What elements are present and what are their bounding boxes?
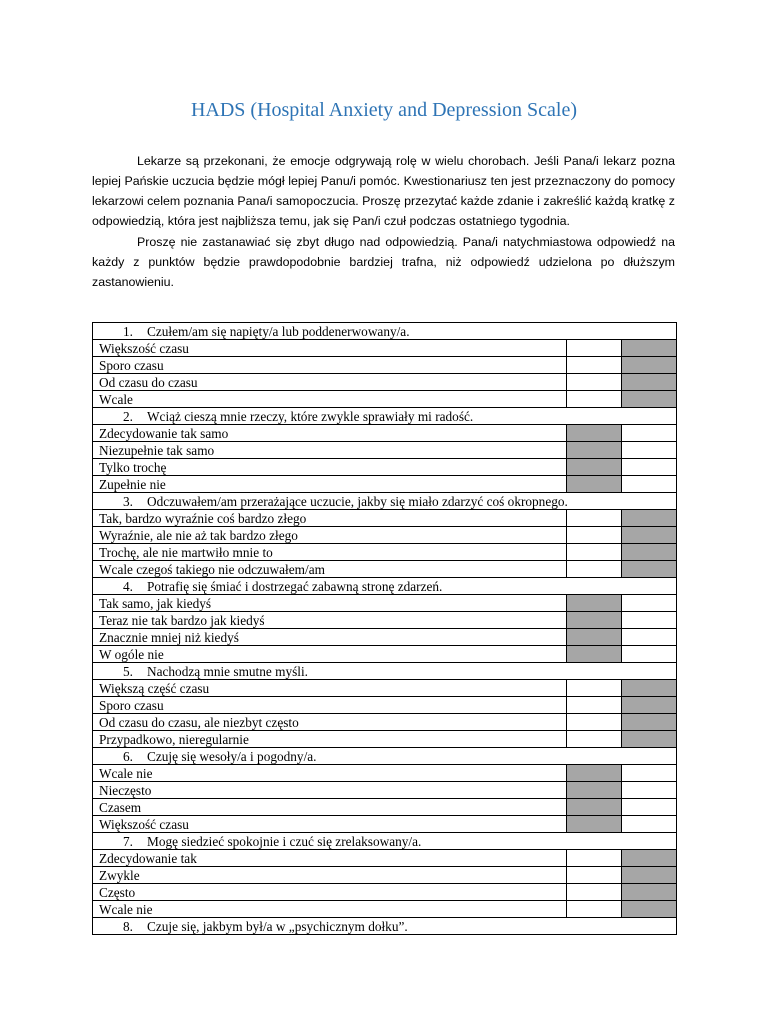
answer-label: Wyraźnie, ale nie aż tak bardzo złego [93,527,567,544]
answer-row [93,340,677,357]
question-header-row [93,493,677,510]
question-text: Odczuwałem/am przerażające uczucie, jakby się miało zdarzyć coś okropnego. [147,493,568,509]
answer-row [93,782,677,799]
answer-row [93,816,677,833]
question-number: 2. [123,408,133,424]
answer-label: Zwykle [93,867,567,884]
answer-row [93,731,677,748]
answer-label: Często [93,884,567,901]
answer-label: Zdecydowanie tak samo [93,425,567,442]
question-number: 5. [123,663,133,679]
answer-label: Znacznie mniej niż kiedyś [93,629,567,646]
answer-label: Tak, bardzo wyraźnie coś bardzo złego [93,510,567,527]
question-text: Czuje się, jakbym był/a w „psychicznym dołku”. [147,918,408,934]
shaded-score-box-right [622,680,677,697]
answer-checkbox-left[interactable] [567,901,622,918]
answer-label: Większość czasu [93,816,567,833]
shaded-score-box-right [622,357,677,374]
answer-checkbox-left[interactable] [567,884,622,901]
answer-label: Sporo czasu [93,697,567,714]
question-header-row [93,578,677,595]
answer-row [93,612,677,629]
answer-row [93,697,677,714]
answer-row [93,459,677,476]
answer-checkbox-left[interactable] [567,374,622,391]
shaded-score-box-left [567,782,622,799]
answer-checkbox-left[interactable] [567,357,622,374]
answer-label: Niezupełnie tak samo [93,442,567,459]
answer-row [93,561,677,578]
answer-checkbox-right[interactable] [622,442,677,459]
question-header [93,918,677,935]
question-number: 1. [123,323,133,339]
answer-checkbox-right[interactable] [622,612,677,629]
answer-label: Czasem [93,799,567,816]
answer-row [93,595,677,612]
shaded-score-box-right [622,731,677,748]
shaded-score-box-left [567,799,622,816]
shaded-score-box-left [567,646,622,663]
question-text: Czuję się wesoły/a i pogodny/a. [147,748,317,764]
shaded-score-box-left [567,459,622,476]
shaded-score-box-right [622,697,677,714]
shaded-score-box-left [567,425,622,442]
answer-row [93,646,677,663]
answer-row [93,544,677,561]
question-number: 6. [123,748,133,764]
shaded-score-box-right [622,340,677,357]
shaded-score-box-left [567,765,622,782]
answer-row [93,901,677,918]
intro-paragraph-1: Lekarze są przekonani, że emocje odgrywają rolę w wielu chorobach. Jeśli Pana/i lekarz pozna lepiej Pańskie uczucia będzie mógł lepiej Panu/i pomóc. Kwestionariusz ten jest przeznaczony do pomocy lekarzowi celem poznania Pana/i samopoczucia. Proszę przezytać każde zdanie i zakreślić każdą kratkę z odpowiedzią, która jest najbliższa temu, jak się Pan/i czuł podczas ostatniego tygodnia. [92,154,675,228]
answer-label: Wcale czegoś takiego nie odczuwałem/am [93,561,567,578]
answer-row [93,442,677,459]
shaded-score-box-left [567,816,622,833]
question-text: Nachodzą mnie smutne myśli. [147,663,309,679]
question-number: 3. [123,493,133,509]
question-number: 4. [123,578,133,594]
answer-row [93,799,677,816]
answer-checkbox-right[interactable] [622,595,677,612]
question-header [93,408,677,425]
answer-label: Zupełnie nie [93,476,567,493]
answer-checkbox-right[interactable] [622,799,677,816]
answer-label: Zdecydowanie tak [93,850,567,867]
answer-label: Większą część czasu [93,680,567,697]
shaded-score-box-left [567,595,622,612]
question-header-row [93,408,677,425]
answer-checkbox-left[interactable] [567,561,622,578]
answer-checkbox-left[interactable] [567,714,622,731]
shaded-score-box-right [622,901,677,918]
shaded-score-box-right [622,544,677,561]
answer-label: Teraz nie tak bardzo jak kiedyś [93,612,567,629]
answer-checkbox-right[interactable] [622,765,677,782]
answer-row [93,527,677,544]
shaded-score-box-right [622,884,677,901]
answer-label: Wcale nie [93,765,567,782]
question-text: Czułem/am się napięty/a lub poddenerwowany/a. [147,323,410,339]
answer-row [93,714,677,731]
answer-row [93,476,677,493]
shaded-score-box-right [622,527,677,544]
answer-label: Wcale [93,391,567,408]
question-header-row [93,323,677,340]
answer-checkbox-left[interactable] [567,850,622,867]
answer-checkbox-left[interactable] [567,527,622,544]
answer-label: Nieczęsto [93,782,567,799]
question-header-row [93,833,677,850]
answer-row [93,884,677,901]
answer-row [93,850,677,867]
shaded-score-box-left [567,629,622,646]
answer-checkbox-right[interactable] [622,459,677,476]
answer-row [93,391,677,408]
shaded-score-box-right [622,714,677,731]
answer-checkbox-right[interactable] [622,646,677,663]
question-text: Potrafię się śmiać i dostrzegać zabawną stronę zdarzeń. [147,578,443,594]
answer-row [93,357,677,374]
shaded-score-box-left [567,476,622,493]
question-header [93,833,677,850]
answer-label: Od czasu do czasu, ale niezbyt często [93,714,567,731]
intro-paragraph-2: Proszę nie zastanawiać się zbyt długo nad odpowiedzią. Pana/i natychmiastowa odpowiedź na każdy z punktów będzie prawdopodobnie bardziej trafna, niż odpowiedź udzielona po dłuższym zastanowieniu. [92,235,675,289]
shaded-score-box-right [622,867,677,884]
answer-row [93,867,677,884]
answer-checkbox-right[interactable] [622,425,677,442]
answer-row [93,680,677,697]
shaded-score-box-left [567,612,622,629]
question-number: 7. [123,833,133,849]
answer-label: Większość czasu [93,340,567,357]
hads-questionnaire-table [92,322,677,935]
answer-checkbox-right[interactable] [622,782,677,799]
answer-checkbox-left[interactable] [567,510,622,527]
answer-label: Trochę, ale nie martwiło mnie to [93,544,567,561]
answer-row [93,510,677,527]
shaded-score-box-right [622,510,677,527]
answer-checkbox-left[interactable] [567,391,622,408]
answer-label: Od czasu do czasu [93,374,567,391]
answer-checkbox-right[interactable] [622,816,677,833]
shaded-score-box-right [622,561,677,578]
question-header [93,578,677,595]
document-title: HADS (Hospital Anxiety and Depression Scale) [190,99,578,121]
answer-label: Tylko trochę [93,459,567,476]
answer-checkbox-left[interactable] [567,731,622,748]
answer-label: Tak samo, jak kiedyś [93,595,567,612]
answer-label: Przypadkowo, nieregularnie [93,731,567,748]
answer-label: Sporo czasu [93,357,567,374]
answer-label: Wcale nie [93,901,567,918]
answer-row [93,765,677,782]
shaded-score-box-left [567,442,622,459]
shaded-score-box-right [622,850,677,867]
answer-checkbox-left[interactable] [567,544,622,561]
question-number: 8. [123,918,133,934]
question-header [93,493,677,510]
answer-row [93,425,677,442]
answer-label: W ogóle nie [93,646,567,663]
shaded-score-box-right [622,391,677,408]
answer-row [93,374,677,391]
question-header-row [93,663,677,680]
answer-checkbox-left[interactable] [567,867,622,884]
question-header [93,663,677,680]
question-header-row [93,748,677,765]
question-header-row [93,918,677,935]
answer-checkbox-right[interactable] [622,629,677,646]
answer-checkbox-left[interactable] [567,680,622,697]
question-header [93,323,677,340]
shaded-score-box-right [622,374,677,391]
question-text: Wciąż cieszą mnie rzeczy, które zwykle sprawiały mi radość. [147,408,474,424]
answer-checkbox-right[interactable] [622,476,677,493]
answer-checkbox-left[interactable] [567,340,622,357]
question-text: Mogę siedzieć spokojnie i czuć się zrelaksowany/a. [147,833,422,849]
question-header [93,748,677,765]
answer-checkbox-left[interactable] [567,697,622,714]
answer-row [93,629,677,646]
